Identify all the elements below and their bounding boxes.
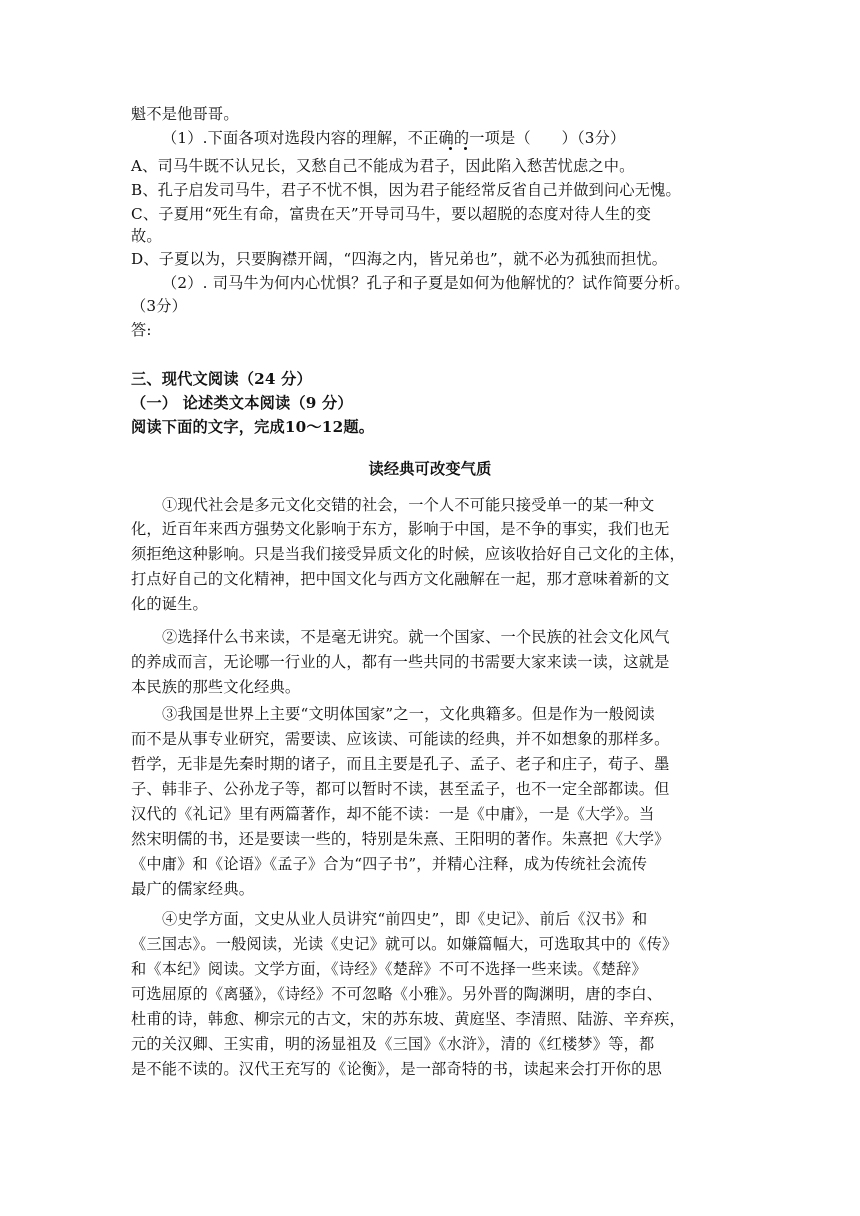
top-fragment: 魁不是他哥哥。 [131, 105, 239, 123]
article-line: 本民族的那些文化经典。 [131, 678, 301, 696]
article-line: 《三国志》。一般阅读，光读《史记》就可以。如嫌篇幅大，可选取其中的《传》 [131, 935, 678, 953]
article-line: 可选屈原的《离骚》，《诗经》不可忽略《小雅》。另外晋的陶渊明，唐的李白、 [131, 985, 663, 1003]
question1-option-d: D、子夏以为，只要胸襟开阔，“四海之内，皆兄弟也”，就不必为孤独而担忧。 [131, 250, 668, 268]
article-line: 然宋明儒的书，还是要读一些的，特别是朱熹、王阳明的著作。朱熹把《大学》 [131, 830, 670, 848]
article-line: 元的关汉卿、王实甫，明的汤显祖及《三国》《水浒》，清的《红楼梦》等，都 [131, 1035, 655, 1053]
article-line: ①现代社会是多元文化交错的社会，一个人不可能只接受单一的某一种文 [162, 496, 655, 514]
article-line: 哲学，无非是先秦时期的诸子，而且主要是孔子、孟子、老子和庄子，荀子、墨 [131, 755, 670, 773]
article-line: 子、韩非子、公孙龙子等，都可以暂时不读，甚至孟子，也不一定全部都读。但 [131, 780, 670, 798]
article-line: ④史学方面，文史从业人员讲究“前四史”，即《史记》、前后《汉书》和 [162, 910, 648, 928]
section-heading: 三、现代文阅读（24 分） [131, 370, 312, 388]
article-line: ②选择什么书来读，不是毫无讲究。就一个国家、一个民族的社会文化风气 [162, 628, 670, 646]
article-line: 杜甫的诗，韩愈、柳宗元的古文，宋的苏东坡、黄庭坚、李清照、陆游、辛弃疾， [131, 1010, 685, 1028]
question1-option-a: A、司马牛既不认兄长，又愁自己不能成为君子，因此陷入愁苦忧虑之中。 [131, 157, 635, 175]
article-line: 化的诞生。 [131, 595, 208, 613]
article-line: 的养成而言，无论哪一行业的人，都有一些共同的书需要大家来读一读，这就是 [131, 653, 670, 671]
article-line: 《中庸》和《论语》《孟子》合为“四子书”，并精心注释，成为传统社会流传 [131, 855, 648, 873]
article-line: 打点好自己的文化精神，把中国文化与西方文化融解在一起，那才意味着新的文 [131, 570, 670, 588]
question1-option-b: B、孔子启发司马牛，君子不忧不惧，因为君子能经常反省自己并做到问心无愧。 [131, 181, 681, 199]
article-line: 和《本纪》阅读。文学方面，《诗经》《楚辞》不可不选择一些来读。《楚辞》 [131, 960, 647, 978]
emphasis-dot [449, 147, 452, 150]
sub-heading: （一） 论述类文本阅读（9 分） [131, 394, 353, 412]
question1-stem: （1）.下面各项对选段内容的理解，不正确的一项是（ ）（3分） [162, 129, 626, 147]
instruction: 阅读下面的文字，完成10～12题。 [131, 418, 375, 436]
article-line: 而不是从事专业研究，需要读、应该读、可能读的经典，并不如想象的那样多。 [131, 730, 670, 748]
question1-option-c: C、子夏用“死生有命，富贵在天”开导司马牛，要以超脱的态度对待人生的变 [131, 205, 652, 223]
article-line: 最广的儒家经典。 [131, 880, 255, 898]
question2-score: （3分） [131, 297, 188, 315]
emphasis-dot [464, 147, 467, 150]
question1-option-c-cont: 故。 [131, 227, 162, 245]
article-line: 须拒绝这种影响。只是当我们接受异质文化的时候，应该收拾好自己文化的主体， [131, 545, 685, 563]
article-line: ③我国是世界上主要“文明体国家”之一，文化典籍多。但是作为一般阅读 [162, 705, 655, 723]
article-line: 是不能不读的。汉代王充写的《论衡》，是一部奇特的书，读起来会打开你的思 [131, 1060, 662, 1078]
article-line: 汉代的《礼记》里有两篇著作，却不能不读：一是《中庸》，一是《大学》。当 [131, 805, 655, 823]
question2-stem: （2）. 司马牛为何内心忧惧？孔子和子夏是如何为他解忧的？试作简要分析。 [162, 274, 690, 292]
article-line: 化，近百年来西方强势文化影响于东方，影响于中国，是不争的事实，我们也无 [131, 520, 670, 538]
article-title: 读经典可改变气质 [368, 460, 492, 478]
answer-label: 答: [131, 321, 152, 339]
